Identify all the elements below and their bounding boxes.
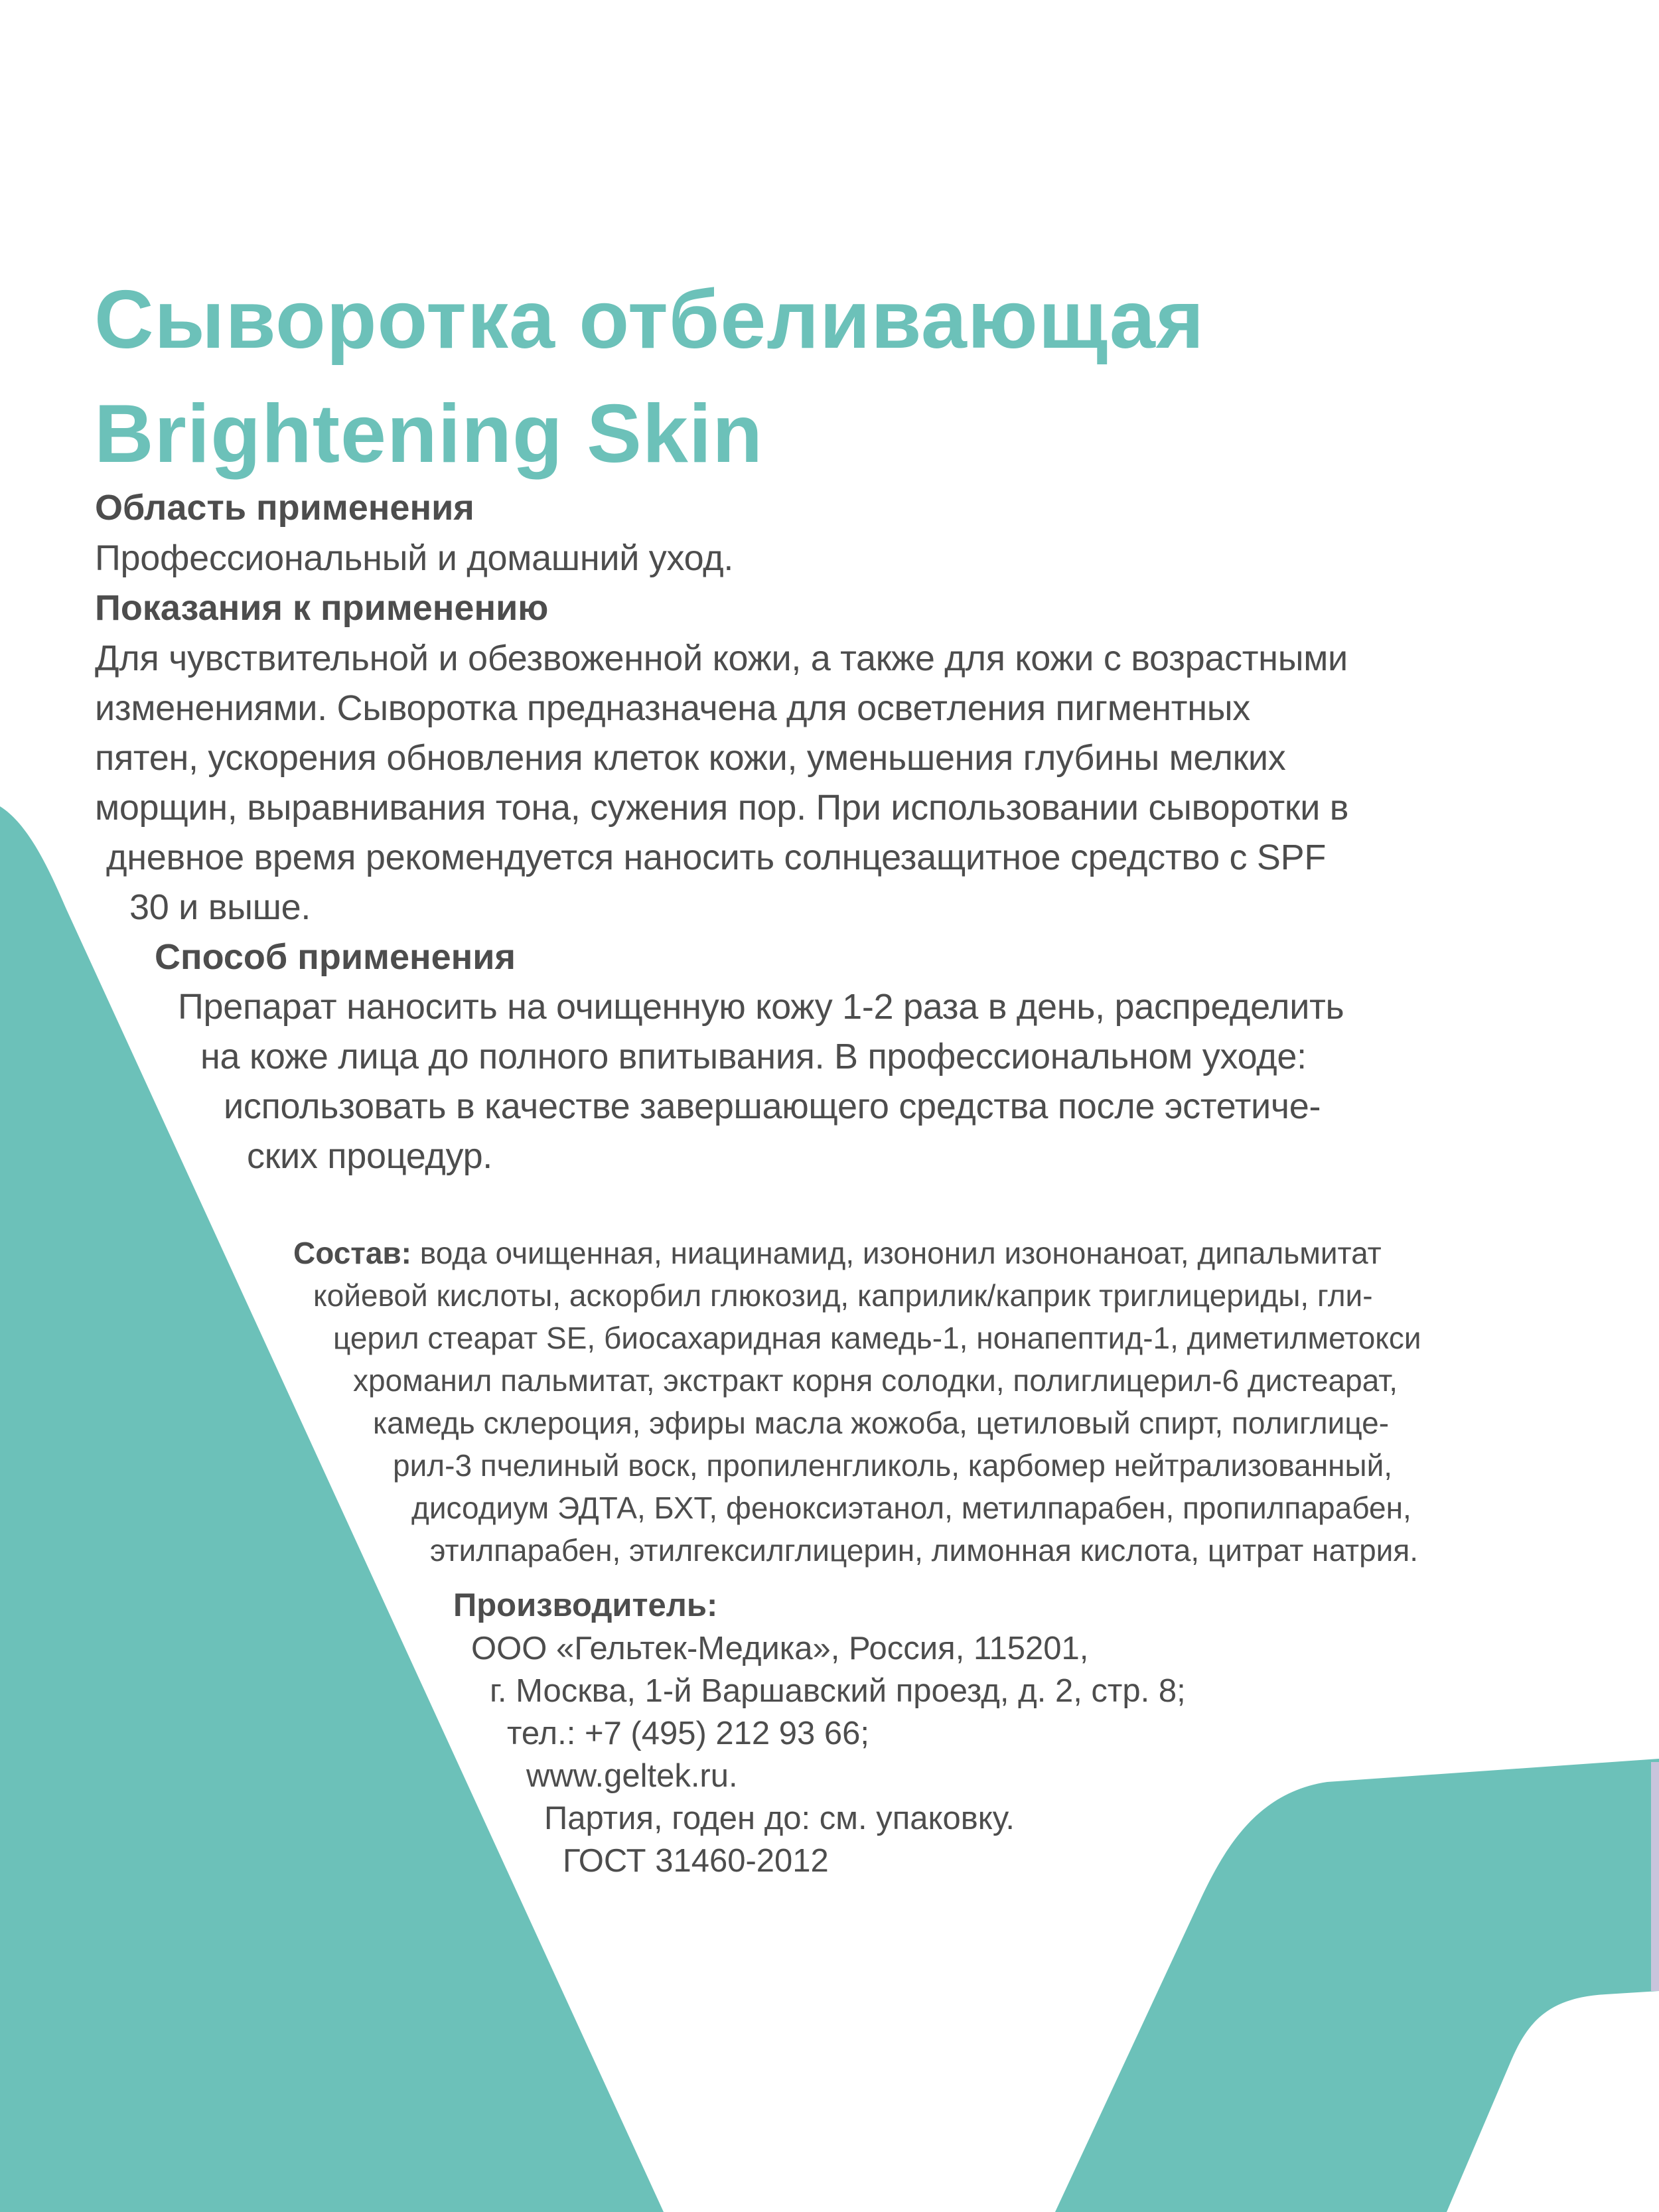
indications-line: пятен, ускорения обновления клеток кожи, уменьшения глубины мелких xyxy=(95,738,1286,778)
product-title-line-1: Сыворотка отбеливающая xyxy=(94,274,1205,366)
composition-line: церил стеарат SE, биосахаридная камедь-1, нонапептид-1, диметилметокси xyxy=(333,1321,1421,1355)
manufacturer-heading: Производитель: xyxy=(453,1587,718,1623)
product-title-line-2: Brightening Skin xyxy=(94,388,763,480)
manufacturer-line: www.geltek.ru. xyxy=(526,1758,738,1794)
composition-line: хроманил пальмитат, экстракт корня солодки, полиглицерил-6 дистеарат, xyxy=(353,1363,1398,1398)
composition-line: этилпарабен, этилгексилглицерин, лимонная кислота, цитрат натрия. xyxy=(430,1533,1419,1568)
composition-line: камедь склероция, эфиры масла жожоба, цетиловый спирт, полиглице- xyxy=(373,1406,1390,1440)
composition-line xyxy=(293,1238,1382,1268)
manufacturer-line: г. Москва, 1-й Варшавский проезд, д. 2, стр. 8; xyxy=(490,1673,1186,1709)
composition-label: Состав: xyxy=(293,1236,412,1270)
manufacturer-line: Партия, годен до: см. упаковку. xyxy=(544,1801,1015,1836)
method-line: Препарат наносить на очищенную кожу 1-2 раза в день, распределить xyxy=(178,987,1344,1027)
indications-line: Для чувствительной и обезвоженной кожи, а также для кожи с возрастными xyxy=(95,638,1348,678)
composition-line: дисодиум ЭДТА, БХТ, феноксиэтанол, метилпарабен, пропилпарабен, xyxy=(411,1491,1411,1525)
indications-line: дневное время рекомендуется наносить солнцезащитное средство с SPF xyxy=(106,838,1327,877)
method-line: на коже лица до полного впитывания. В профессиональном уходе: xyxy=(200,1037,1307,1076)
application-area-heading: Область применения xyxy=(95,488,474,528)
method-line: ских процедур. xyxy=(247,1136,493,1176)
indications-line: 30 и выше. xyxy=(129,887,311,927)
indications-heading: Показания к применению xyxy=(95,588,549,628)
method-heading: Способ применения xyxy=(155,937,516,977)
composition-line: койевой кислоты, аскорбил глюкозид, каприлик/каприк триглицериды, гли- xyxy=(313,1278,1373,1313)
application-area-text: Профессиональный и домашний уход. xyxy=(95,538,734,578)
indications-line: морщин, выравнивания тона, сужения пор. При использовании сыворотки в xyxy=(95,788,1349,828)
composition-text: вода очищенная, ниацинамид, изононил изононаноат, дипальмитат xyxy=(411,1236,1382,1270)
method-line: использовать в качестве завершающего средства после эстетиче- xyxy=(224,1086,1321,1126)
manufacturer-line: ООО «Гельтек-Медика», Россия, 115201, xyxy=(471,1631,1089,1666)
indications-line: изменениями. Сыворотка предназначена для осветления пигментных xyxy=(95,688,1250,728)
manufacturer-line: тел.: +7 (495) 212 93 66; xyxy=(507,1716,870,1751)
manufacturer-line: ГОСТ 31460-2012 xyxy=(563,1843,829,1879)
composition-line: рил-3 пчелиный воск, пропиленгликоль, карбомер нейтрализованный, xyxy=(393,1448,1393,1483)
